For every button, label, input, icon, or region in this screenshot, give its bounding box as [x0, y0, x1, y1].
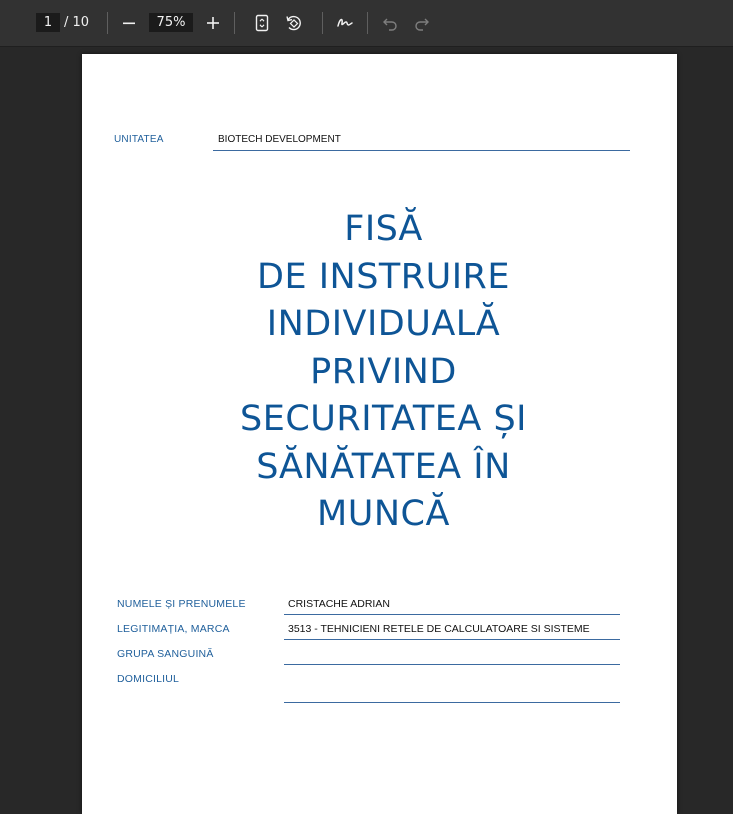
zoom-in-button[interactable] [201, 11, 225, 35]
underline [284, 639, 620, 640]
redo-button[interactable] [410, 11, 434, 35]
document-title [82, 206, 685, 539]
rotate-button[interactable] [282, 11, 306, 35]
zoom-level-input[interactable]: 75% [149, 13, 193, 32]
page-total-label: / 10 [64, 15, 90, 30]
undo-button[interactable] [378, 11, 402, 35]
title-line: DE INSTRUIRE [257, 256, 510, 297]
rotate-icon [285, 14, 303, 32]
underline [284, 664, 620, 665]
fit-page-button[interactable] [250, 11, 274, 35]
field-label-address: DOMICILIUL [117, 673, 180, 685]
underline [284, 702, 620, 703]
minus-icon [122, 16, 136, 30]
field-label-id: LEGITIMAȚIA, MARCA [117, 623, 230, 635]
unit-value: BIOTECH DEVELOPMENT [218, 134, 341, 145]
pdf-toolbar [0, 0, 733, 47]
toolbar-separator [234, 12, 235, 34]
zoom-out-button[interactable] [117, 11, 141, 35]
field-value-id: 3513 - TEHNICIENI RETELE DE CALCULATOARE SI SISTEME [288, 623, 590, 635]
toolbar-separator [367, 12, 368, 34]
plus-icon [206, 16, 220, 30]
title-line: INDIVIDUALĂ [266, 304, 501, 344]
toolbar-separator [322, 12, 323, 34]
toolbar-separator [107, 12, 108, 34]
pdf-page [82, 54, 677, 814]
title-line: SĂNĂTATEA ÎN [256, 446, 511, 487]
title-line: PRIVIND [310, 351, 457, 392]
underline [284, 614, 620, 615]
document-viewer[interactable] [0, 47, 733, 785]
draw-button[interactable] [333, 11, 357, 35]
title-line: SECURITATEA ȘI [239, 399, 528, 439]
title-line: FISĂ [344, 209, 423, 249]
draw-icon [336, 14, 354, 32]
title-line: MUNCĂ [317, 494, 450, 534]
field-label-name: NUMELE ȘI PRENUMELE [117, 598, 246, 610]
field-value-name: CRISTACHE ADRIAN [288, 598, 390, 610]
redo-icon [414, 15, 430, 31]
underline [213, 150, 630, 151]
field-label-blood-group: GRUPA SANGUINĂ [117, 648, 214, 660]
page-number-input[interactable]: 1 [36, 13, 60, 32]
fit-page-icon [255, 14, 269, 32]
undo-icon [382, 15, 398, 31]
unit-label: UNITATEA [114, 134, 164, 145]
